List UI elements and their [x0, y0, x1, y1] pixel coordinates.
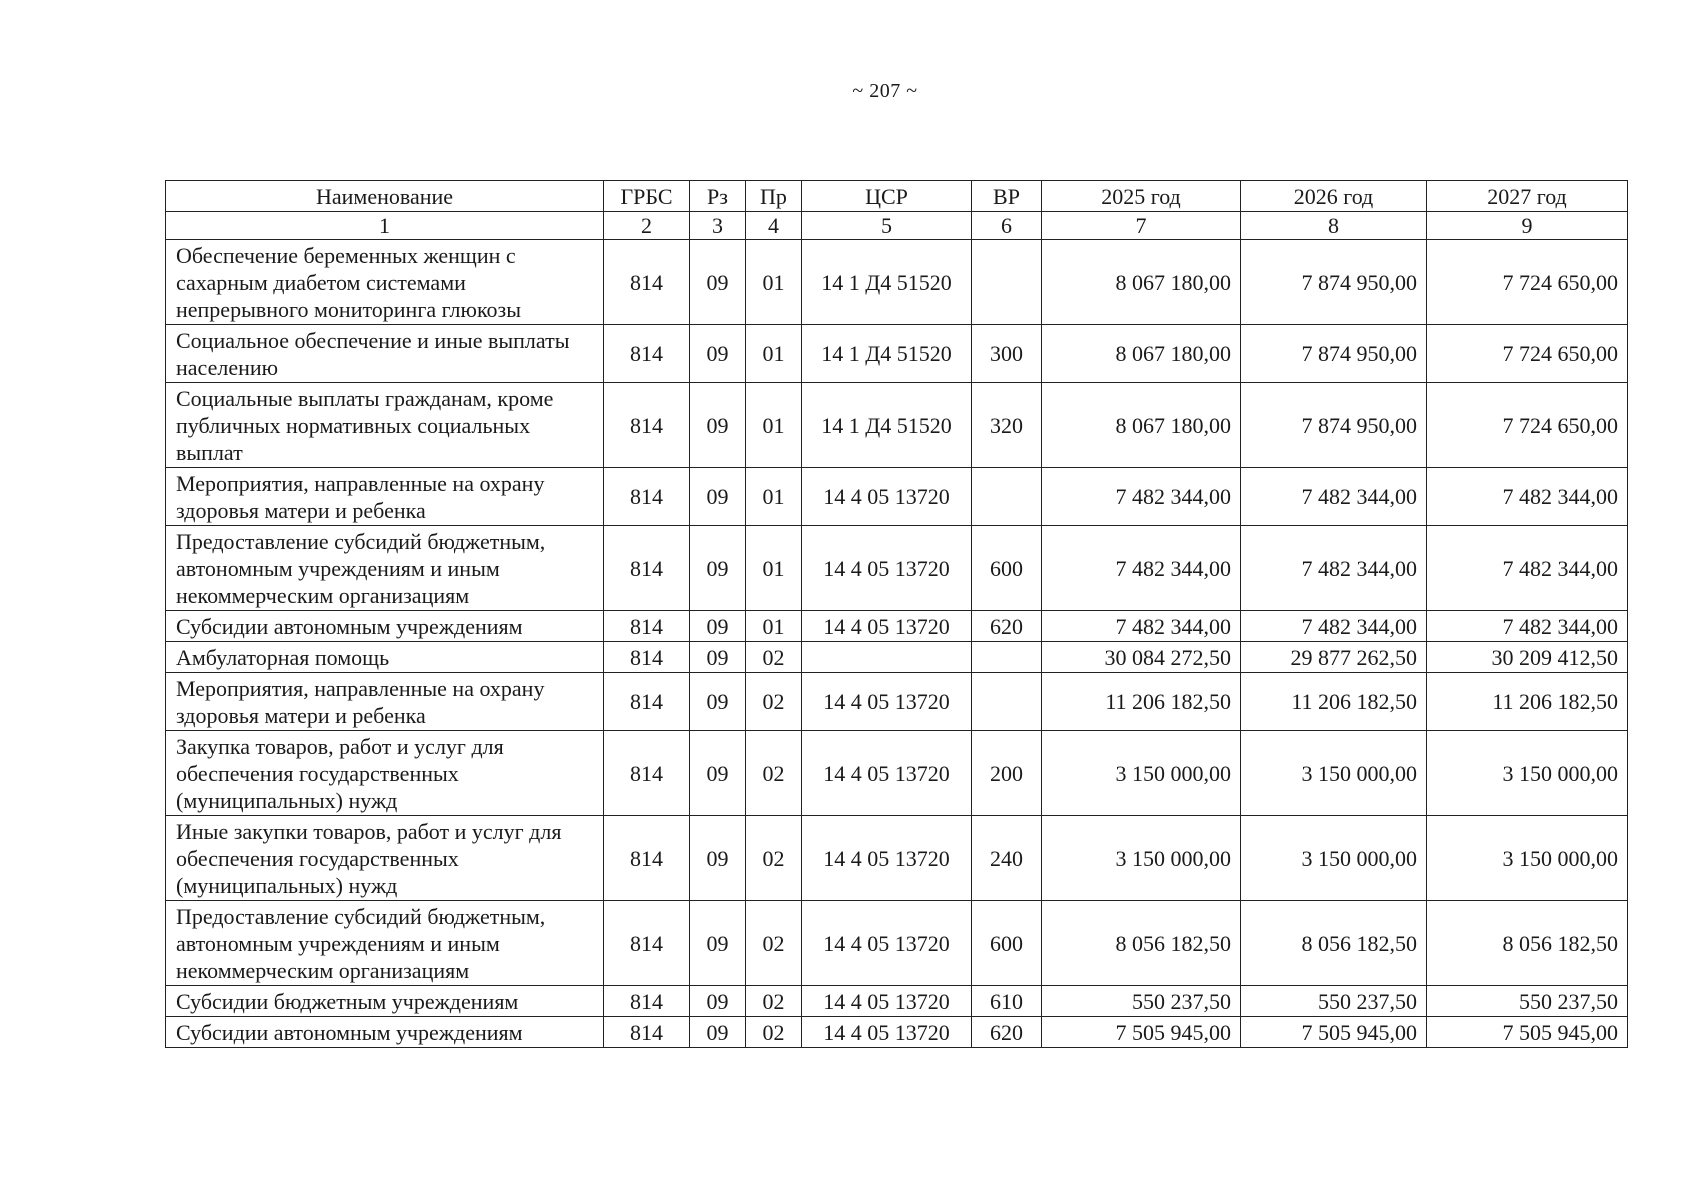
cell-2027: 30 209 412,50: [1427, 642, 1628, 673]
cell-name: Мероприятия, направленные на охрану здоровья матери и ребенка: [166, 673, 604, 731]
table-row: [166, 468, 1628, 526]
table-row: [166, 986, 1628, 1017]
cell-name: Предоставление субсидий бюджетным, автономным учреждениям и иным некоммерческим организациям: [166, 901, 604, 986]
cell-rz: 09: [690, 468, 746, 526]
cell-rz: 09: [690, 642, 746, 673]
cell-csr: [802, 642, 972, 673]
cell-2026: 8 056 182,50: [1241, 901, 1427, 986]
cell-pr: 01: [746, 526, 802, 611]
header-pr: Пр: [746, 181, 802, 212]
table-row: [166, 673, 1628, 731]
cell-vr: 200: [972, 731, 1042, 816]
table-body: [166, 240, 1628, 1048]
cell-2025: 8 056 182,50: [1042, 901, 1241, 986]
cell-2025: 3 150 000,00: [1042, 731, 1241, 816]
cell-name: Иные закупки товаров, работ и услуг для обеспечения государственных (муниципальных) нужд: [166, 816, 604, 901]
cell-2026: 3 150 000,00: [1241, 816, 1427, 901]
cell-name: Обеспечение беременных женщин с сахарным диабетом системами непрерывного мониторинга глюкозы: [166, 240, 604, 325]
cell-2025: 7 505 945,00: [1042, 1017, 1241, 1048]
header-row: [166, 181, 1628, 212]
cell-2026: 7 505 945,00: [1241, 1017, 1427, 1048]
table-row: [166, 240, 1628, 325]
cell-csr: 14 4 05 13720: [802, 611, 972, 642]
cell-name: Социальные выплаты гражданам, кроме публичных нормативных социальных выплат: [166, 383, 604, 468]
cell-2026: 29 877 262,50: [1241, 642, 1427, 673]
cell-2027: 7 482 344,00: [1427, 526, 1628, 611]
cell-2026: 7 874 950,00: [1241, 240, 1427, 325]
cell-rz: 09: [690, 383, 746, 468]
cell-2025: 11 206 182,50: [1042, 673, 1241, 731]
cell-csr: 14 1 Д4 51520: [802, 383, 972, 468]
cell-rz: 09: [690, 901, 746, 986]
cell-vr: 300: [972, 325, 1042, 383]
cell-name: Субсидии бюджетным учреждениям: [166, 986, 604, 1017]
cell-vr: [972, 642, 1042, 673]
cell-csr: 14 4 05 13720: [802, 901, 972, 986]
cell-pr: 02: [746, 1017, 802, 1048]
cell-csr: 14 4 05 13720: [802, 468, 972, 526]
cell-vr: 620: [972, 611, 1042, 642]
cell-2026: 7 482 344,00: [1241, 611, 1427, 642]
column-index: 4: [746, 212, 802, 240]
table-row: [166, 642, 1628, 673]
budget-table: [165, 180, 1628, 1048]
cell-pr: 02: [746, 901, 802, 986]
cell-csr: 14 4 05 13720: [802, 1017, 972, 1048]
cell-pr: 01: [746, 468, 802, 526]
header-2027: 2027 год: [1427, 181, 1628, 212]
cell-rz: 09: [690, 611, 746, 642]
header-name: Наименование: [166, 181, 604, 212]
cell-vr: 320: [972, 383, 1042, 468]
header-grbs: ГРБС: [604, 181, 690, 212]
cell-2025: 3 150 000,00: [1042, 816, 1241, 901]
cell-grbs: 814: [604, 1017, 690, 1048]
cell-grbs: 814: [604, 240, 690, 325]
cell-grbs: 814: [604, 816, 690, 901]
cell-vr: [972, 240, 1042, 325]
page-number: ~ 207 ~: [852, 80, 918, 102]
cell-2027: 7 482 344,00: [1427, 611, 1628, 642]
cell-name: Предоставление субсидий бюджетным, автономным учреждениям и иным некоммерческим организациям: [166, 526, 604, 611]
cell-rz: 09: [690, 731, 746, 816]
cell-grbs: 814: [604, 468, 690, 526]
cell-2026: 550 237,50: [1241, 986, 1427, 1017]
table-row: [166, 901, 1628, 986]
table-row: [166, 325, 1628, 383]
header-2025: 2025 год: [1042, 181, 1241, 212]
cell-2025: 7 482 344,00: [1042, 526, 1241, 611]
cell-csr: 14 1 Д4 51520: [802, 240, 972, 325]
cell-rz: 09: [690, 526, 746, 611]
cell-csr: 14 4 05 13720: [802, 986, 972, 1017]
cell-2026: 7 874 950,00: [1241, 325, 1427, 383]
header-vr: ВР: [972, 181, 1042, 212]
cell-pr: 02: [746, 731, 802, 816]
cell-vr: 620: [972, 1017, 1042, 1048]
table-row: [166, 1017, 1628, 1048]
header-csr: ЦСР: [802, 181, 972, 212]
column-index-row: [166, 212, 1628, 240]
header-rz: Рз: [690, 181, 746, 212]
cell-2025: 8 067 180,00: [1042, 383, 1241, 468]
cell-2027: 3 150 000,00: [1427, 816, 1628, 901]
cell-2027: 8 056 182,50: [1427, 901, 1628, 986]
cell-2027: 7 724 650,00: [1427, 325, 1628, 383]
table-row: [166, 816, 1628, 901]
cell-grbs: 814: [604, 526, 690, 611]
cell-rz: 09: [690, 816, 746, 901]
cell-name: Закупка товаров, работ и услуг для обеспечения государственных (муниципальных) нужд: [166, 731, 604, 816]
cell-pr: 01: [746, 240, 802, 325]
table-row: [166, 526, 1628, 611]
table-row: [166, 383, 1628, 468]
cell-grbs: 814: [604, 611, 690, 642]
cell-2025: 7 482 344,00: [1042, 611, 1241, 642]
column-index: 8: [1241, 212, 1427, 240]
cell-pr: 02: [746, 986, 802, 1017]
column-index: 5: [802, 212, 972, 240]
cell-rz: 09: [690, 1017, 746, 1048]
cell-name: Амбулаторная помощь: [166, 642, 604, 673]
cell-2025: 8 067 180,00: [1042, 325, 1241, 383]
column-index: 2: [604, 212, 690, 240]
cell-2026: 7 874 950,00: [1241, 383, 1427, 468]
cell-vr: 600: [972, 526, 1042, 611]
cell-vr: 600: [972, 901, 1042, 986]
cell-vr: [972, 468, 1042, 526]
cell-csr: 14 4 05 13720: [802, 816, 972, 901]
cell-2025: 8 067 180,00: [1042, 240, 1241, 325]
cell-2027: 11 206 182,50: [1427, 673, 1628, 731]
cell-grbs: 814: [604, 325, 690, 383]
cell-pr: 01: [746, 383, 802, 468]
cell-2025: 550 237,50: [1042, 986, 1241, 1017]
column-index: 1: [166, 212, 604, 240]
cell-pr: 02: [746, 673, 802, 731]
cell-2025: 7 482 344,00: [1042, 468, 1241, 526]
cell-vr: [972, 673, 1042, 731]
cell-grbs: 814: [604, 901, 690, 986]
column-index: 7: [1042, 212, 1241, 240]
cell-csr: 14 1 Д4 51520: [802, 325, 972, 383]
cell-2026: 3 150 000,00: [1241, 731, 1427, 816]
cell-2027: 3 150 000,00: [1427, 731, 1628, 816]
column-index: 3: [690, 212, 746, 240]
cell-rz: 09: [690, 325, 746, 383]
cell-2026: 7 482 344,00: [1241, 526, 1427, 611]
cell-vr: 610: [972, 986, 1042, 1017]
cell-name: Социальное обеспечение и иные выплаты населению: [166, 325, 604, 383]
cell-grbs: 814: [604, 673, 690, 731]
cell-2026: 7 482 344,00: [1241, 468, 1427, 526]
cell-grbs: 814: [604, 731, 690, 816]
cell-pr: 01: [746, 325, 802, 383]
cell-csr: 14 4 05 13720: [802, 526, 972, 611]
cell-grbs: 814: [604, 642, 690, 673]
table-row: [166, 611, 1628, 642]
cell-2025: 30 084 272,50: [1042, 642, 1241, 673]
cell-2027: 7 724 650,00: [1427, 240, 1628, 325]
cell-2027: 7 482 344,00: [1427, 468, 1628, 526]
column-index: 6: [972, 212, 1042, 240]
cell-2027: 550 237,50: [1427, 986, 1628, 1017]
column-index: 9: [1427, 212, 1628, 240]
cell-pr: 02: [746, 642, 802, 673]
cell-2026: 11 206 182,50: [1241, 673, 1427, 731]
cell-grbs: 814: [604, 986, 690, 1017]
cell-rz: 09: [690, 986, 746, 1017]
table-row: [166, 731, 1628, 816]
header-2026: 2026 год: [1241, 181, 1427, 212]
cell-pr: 02: [746, 816, 802, 901]
cell-name: Субсидии автономным учреждениям: [166, 1017, 604, 1048]
cell-rz: 09: [690, 240, 746, 325]
cell-rz: 09: [690, 673, 746, 731]
cell-name: Субсидии автономным учреждениям: [166, 611, 604, 642]
cell-2027: 7 505 945,00: [1427, 1017, 1628, 1048]
cell-csr: 14 4 05 13720: [802, 731, 972, 816]
cell-pr: 01: [746, 611, 802, 642]
cell-2027: 7 724 650,00: [1427, 383, 1628, 468]
cell-csr: 14 4 05 13720: [802, 673, 972, 731]
cell-grbs: 814: [604, 383, 690, 468]
cell-vr: 240: [972, 816, 1042, 901]
cell-name: Мероприятия, направленные на охрану здоровья матери и ребенка: [166, 468, 604, 526]
